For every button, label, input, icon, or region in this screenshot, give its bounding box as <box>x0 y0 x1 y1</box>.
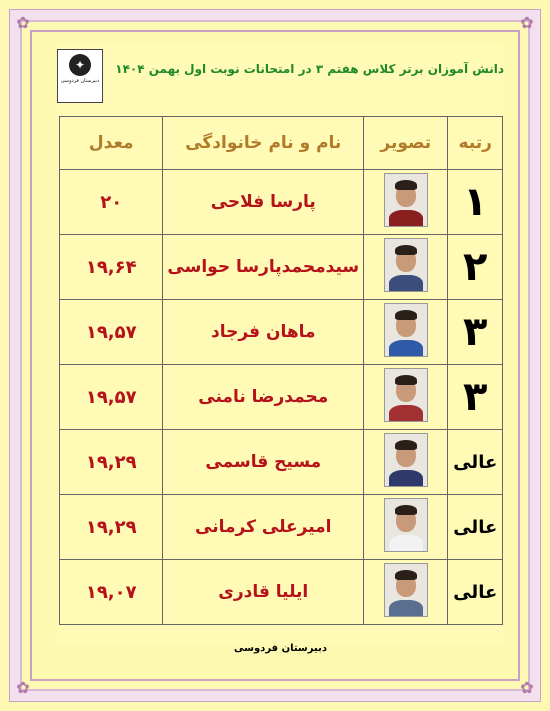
student-average: ۱۹,۰۷ <box>85 581 137 603</box>
corner-ornament-icon: ✿ <box>16 13 30 32</box>
average-cell <box>60 495 163 560</box>
rank-cell <box>448 560 503 625</box>
student-average: ۱۹,۵۷ <box>85 321 137 343</box>
student-photo <box>384 303 428 357</box>
student-name: مسیح قاسمی <box>205 452 322 472</box>
average-cell <box>60 235 163 300</box>
student-name: پارسا فلاحی <box>210 192 316 212</box>
rank-value: عالی <box>453 581 498 603</box>
student-name: ایلیا قادری <box>218 582 309 602</box>
rank-cell <box>448 235 503 300</box>
rank-cell <box>448 495 503 560</box>
name-cell <box>163 560 364 625</box>
rank-cell <box>448 430 503 495</box>
table-row <box>60 430 503 495</box>
average-cell <box>60 560 163 625</box>
table-row <box>60 495 503 560</box>
rank-value: ۱ <box>463 179 488 225</box>
student-name: امیرعلی کرمانی <box>195 517 332 537</box>
photo-cell <box>364 235 448 300</box>
student-photo <box>384 433 428 487</box>
name-cell <box>163 365 364 430</box>
student-average: ۱۹,۶۴ <box>85 256 137 278</box>
student-photo <box>384 498 428 552</box>
book-icon: ✦ <box>69 54 91 76</box>
average-cell <box>60 430 163 495</box>
table-row <box>60 235 503 300</box>
student-name: ماهان فرجاد <box>210 322 316 342</box>
logo-caption: دبیرستان فردوسی <box>60 78 100 84</box>
header-rank: رتبه <box>448 117 503 170</box>
rank-value: ۳ <box>463 309 488 355</box>
photo-cell <box>364 170 448 235</box>
table-row <box>60 560 503 625</box>
photo-cell <box>364 495 448 560</box>
header-average: معدل <box>60 117 163 170</box>
table-row <box>60 300 503 365</box>
name-cell <box>163 235 364 300</box>
photo-cell <box>364 300 448 365</box>
corner-ornament-icon: ✿ <box>520 13 534 32</box>
student-photo <box>384 563 428 617</box>
name-cell <box>163 495 364 560</box>
rank-value: ۳ <box>463 374 488 420</box>
rank-cell <box>448 365 503 430</box>
average-cell <box>60 300 163 365</box>
student-photo <box>384 238 428 292</box>
student-average: ۱۹,۵۷ <box>85 386 137 408</box>
table-row <box>60 170 503 235</box>
corner-ornament-icon: ✿ <box>520 678 534 697</box>
page-title: دانش آموزان برتر کلاس هفتم ۳ در امتحانات نوبت اول بهمن ۱۴۰۴ <box>115 62 504 76</box>
ranking-table <box>59 116 503 625</box>
photo-cell <box>364 560 448 625</box>
photo-cell <box>364 430 448 495</box>
student-average: ۱۹,۲۹ <box>85 451 137 473</box>
average-cell <box>60 365 163 430</box>
table-row <box>60 365 503 430</box>
rank-value: ۲ <box>463 244 488 290</box>
corner-ornament-icon: ✿ <box>16 678 30 697</box>
name-cell <box>163 300 364 365</box>
rank-cell <box>448 170 503 235</box>
name-cell <box>163 170 364 235</box>
school-logo <box>57 49 103 103</box>
header-photo: تصویر <box>364 117 448 170</box>
document-content <box>57 45 504 654</box>
student-name: سیدمحمدپارسا حواسی <box>167 257 360 277</box>
table-header-row <box>60 117 503 170</box>
header-name: نام و نام خانوادگی <box>163 117 364 170</box>
name-cell <box>163 430 364 495</box>
student-average: ۱۹,۲۹ <box>85 516 137 538</box>
rank-value: عالی <box>453 516 498 538</box>
student-name: محمدرضا نامنی <box>198 387 329 407</box>
student-average: ۲۰ <box>100 191 123 213</box>
rank-value: عالی <box>453 451 498 473</box>
photo-cell <box>364 365 448 430</box>
student-photo <box>384 368 428 422</box>
footer-school-name: دبیرستان فردوسی <box>234 643 327 654</box>
rank-cell <box>448 300 503 365</box>
student-photo <box>384 173 428 227</box>
average-cell <box>60 170 163 235</box>
